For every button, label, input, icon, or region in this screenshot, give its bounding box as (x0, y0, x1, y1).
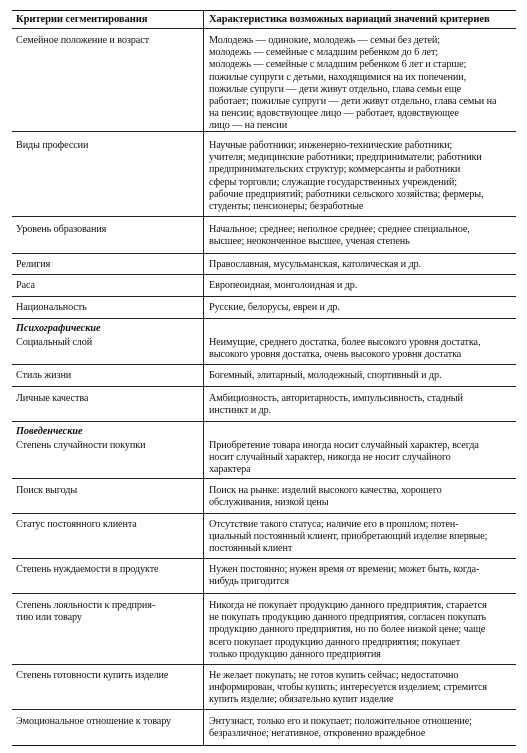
column-divider (203, 10, 204, 745)
table-row-criterion: Степень случайности покупки (16, 440, 146, 451)
group-heading-psychographic: Психографические (16, 323, 101, 334)
row-divider (12, 364, 516, 365)
table-row-description: Православная, мусульманская, католическая и др. (209, 259, 421, 270)
table-row-criterion: Степень нуждаемости в продукте (16, 564, 159, 575)
table-row-description: Неимущие, среднего достатка, более высокого уровня достатка, высокого уровня достатка, очень высокого уровня достатка (209, 337, 481, 361)
table-row-criterion: Виды профессии (16, 140, 89, 151)
row-divider (12, 664, 516, 665)
table-row-criterion: Социальный слой (16, 337, 93, 348)
row-divider (12, 216, 516, 217)
row-divider (12, 318, 516, 319)
table-row-description: Русские, белорусы, евреи и др. (209, 302, 340, 313)
table-row-description: Европеоидная, монголоидная и др. (209, 280, 358, 291)
table-row-description: Богемный, элитарный, молодежный, спортивный и др. (209, 370, 442, 381)
table-row-criterion: Стиль жизни (16, 370, 72, 381)
table-row-criterion: Поиск выгоды (16, 485, 78, 496)
row-divider (12, 478, 516, 479)
table-row-description: Отсутствие такого статуса; наличие его в прошлом; потен- циальный постоянный клиент, приобретающий изделие впервые; постоянный клиент (209, 519, 488, 555)
table-row-description: Нужен постоянно; нужен время от времени; может быть, когда- нибудь пригодится (209, 564, 480, 588)
row-divider (12, 421, 516, 422)
table-row-criterion: Религия (16, 259, 51, 270)
row-divider (12, 593, 516, 594)
table-row-criterion: Раса (16, 280, 35, 291)
row-divider (12, 296, 516, 297)
table-row-description: Амбициозность, авторитарность, импульсивность, стадный инстинкт и др. (209, 393, 463, 417)
table-row-criterion: Уровень образования (16, 224, 107, 235)
table-row-description: Приобретение товара иногда носит случайный характер, всегда носит случайный характер, никогда не носит случайного характера (209, 440, 479, 476)
row-divider (12, 253, 516, 254)
table-row-criterion: Семейное положение и возраст (16, 35, 149, 46)
table-row-description: Поиск на рынке: изделий высокого качества, хорошего обслуживания, низкой цены (209, 485, 442, 509)
table-row-description: Не желает покупать; не готов купить сейчас; недостаточно информирован, чтобы купить; интересуется изделием; стремится купить изделие; обязательно купит изделие (209, 670, 487, 706)
table-row-criterion: Степень лояльности к предприя- тию или товару (16, 600, 156, 624)
table-top-border (12, 10, 516, 11)
row-divider (12, 513, 516, 514)
table-row-description: Молодежь — одинокие, молодежь — семьи без детей; молодежь — семейные с младшим ребенком до 6 лет; молодежь — семейные с младшим ребенком 6 лет и старше; пожилые супруги с детьми, находящимися на их попечении, пожилые супруги — дети живут отдельно, глава семьи еще работает; пожилые супруги — дети живут отдельно, глава семьи на на пенсии; вдовствующее лицо — работает, вдовствующее лицо — на пенсии (209, 35, 497, 132)
header-bottom-border (12, 28, 516, 29)
table-row-criterion: Национальность (16, 302, 87, 313)
row-divider (12, 386, 516, 387)
table-row-criterion: Эмоциональное отношение к товару (16, 716, 172, 727)
table-row-criterion: Степень готовности купить изделие (16, 670, 169, 681)
table-bottom-border (12, 745, 516, 746)
table-row-description: Никогда не покупает продукцию данного предприятия, старается не покупать продукцию данного предприятия, согласен покупать продукцию данного предприятия, но по более низкой цене; чаще всего покупает продукцию данного предприятия; покупает только продукцию данного предприятия (209, 600, 487, 660)
row-divider (12, 274, 516, 275)
table-row-description: Начальное; среднее; неполное среднее; среднее специальное, высшее; неоконченное высшее, ученая степень (209, 224, 470, 248)
header-characteristics: Характеристика возможных вариаций значений критериев (209, 14, 490, 25)
table-row-description: Научные работники; инженерно-технические работники; учителя; медицинские работники; предприниматели; работники предпринимательских структур; коммерсанты и работники сферы торговли; служащие государственных учреждений; рабочие предприятий; работники сельского хозяйства; фермеры, студенты; пенсионеры; безработные (209, 140, 484, 213)
table-row-description: Энтузиаст, только его и покупает; положительное отношение; безразличное; негативное, откровенно враждебное (209, 716, 472, 740)
header-criteria: Критерии сегментирования (16, 14, 148, 25)
row-divider (12, 558, 516, 559)
row-divider (12, 709, 516, 710)
table-row-criterion: Статус постоянного клиента (16, 519, 137, 530)
group-heading-behavioral: Поведенческие (16, 426, 83, 437)
table-row-criterion: Личные качества (16, 393, 89, 404)
